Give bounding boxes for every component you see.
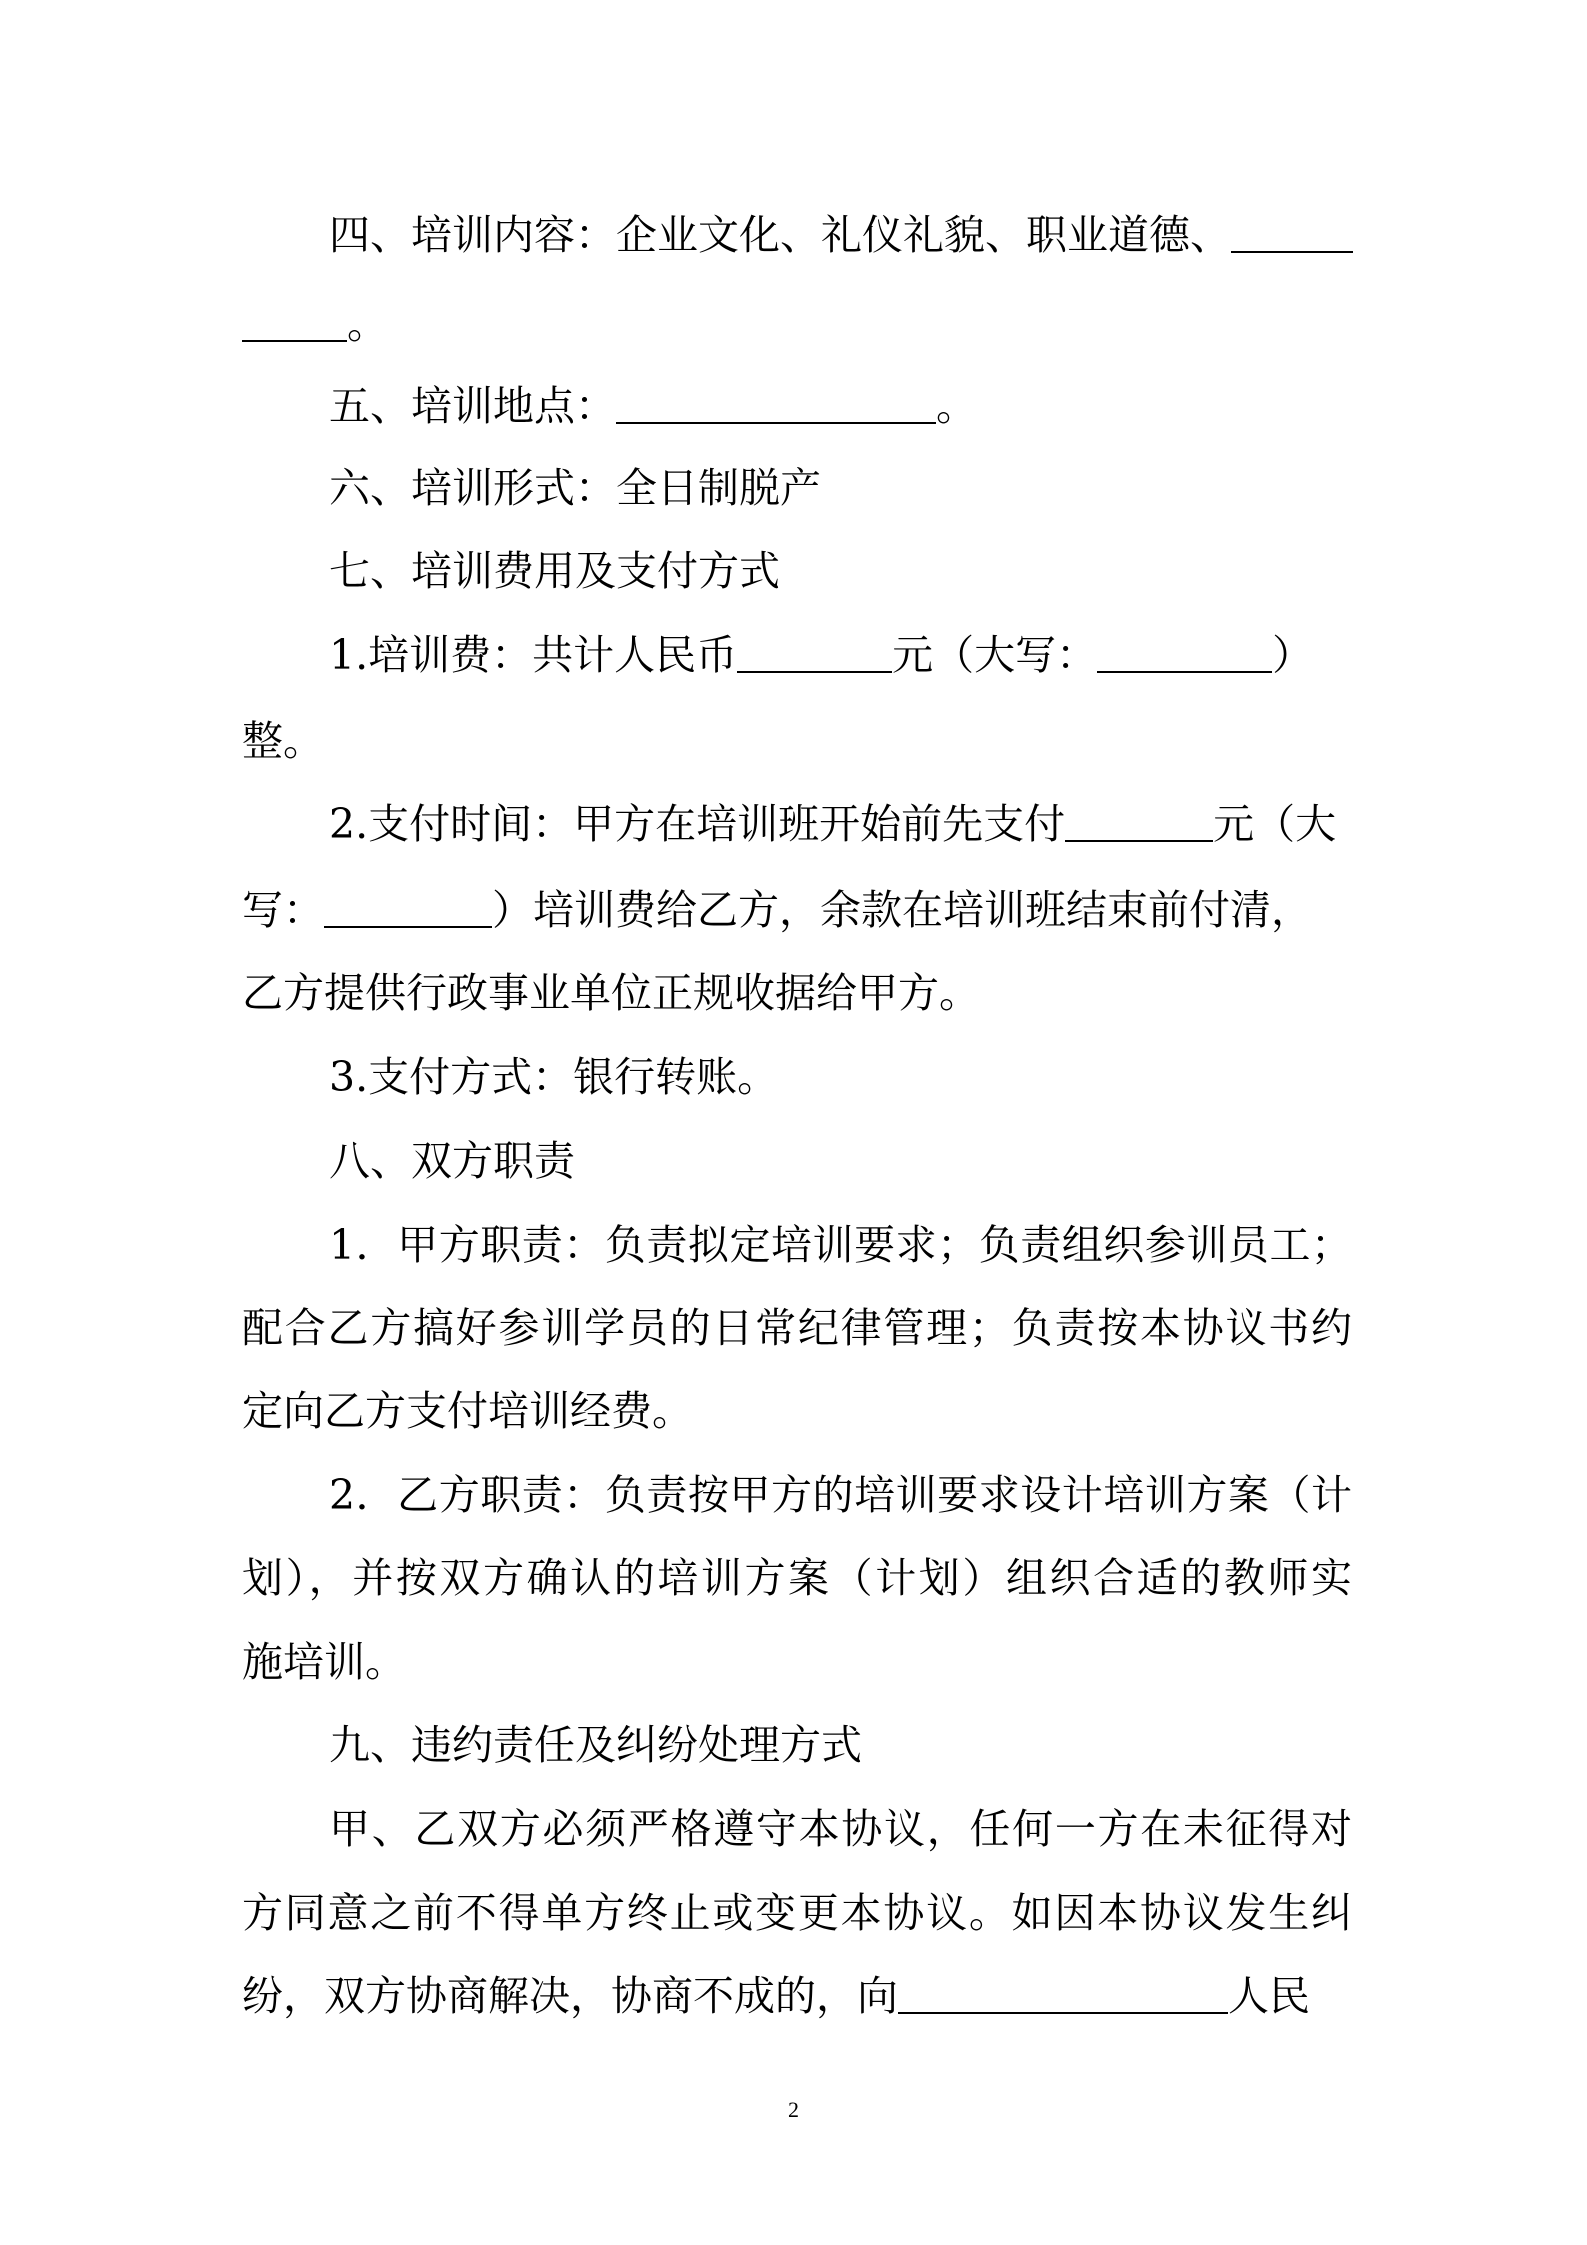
fill-in-blank (1097, 631, 1272, 673)
text-run: ） (1272, 631, 1314, 679)
text-run: 方同意之前不得单方终止或变更本协议。如因本协议发生纠 (242, 1889, 1352, 1937)
paragraph-line (329, 794, 1352, 854)
paragraph-line (329, 1465, 1352, 1525)
text-run: 四、培训内容：企业文化、礼仪礼貌、职业道德、 (329, 211, 1231, 259)
section-heading (329, 1131, 1352, 1191)
text-run: 整。 (242, 717, 324, 765)
page-number: 2 (788, 2097, 799, 2122)
paragraph-line (242, 711, 1352, 771)
paragraph-line (242, 1548, 1352, 1608)
fill-in-blank (1231, 211, 1353, 253)
text-run: 五、培训地点： (329, 382, 616, 430)
fill-in-blank (737, 631, 892, 673)
fill-in-blank (242, 300, 347, 342)
text-run: 九、违约责任及纠纷处理方式 (329, 1721, 862, 1769)
paragraph-line (242, 880, 1352, 940)
text-run: 七、培训费用及支付方式 (329, 547, 780, 595)
text-run: ）培训费给乙方，余款在培训班结束前付清， (492, 886, 1312, 934)
text-run: 施培训。 (242, 1638, 406, 1686)
text-run: 六、培训形式：全日制脱产 (329, 464, 821, 512)
text-run: 划），并按双方确认的培训方案（计划）组织合适的教师实 (242, 1554, 1352, 1602)
paragraph-line (329, 1215, 1352, 1275)
fill-in-blank (616, 382, 936, 424)
text-run: 2.支付时间：甲方在培训班开始前先支付 (329, 800, 1066, 848)
text-run: 写： (242, 886, 324, 934)
fill-in-blank (898, 1972, 1228, 2014)
text-run: 甲、乙双方必须严格遵守本协议，任何一方在未征得对 (329, 1805, 1352, 1853)
paragraph-line (242, 1298, 1352, 1358)
section-heading (329, 541, 1352, 601)
paragraph-line (242, 294, 1352, 354)
text-run: 1.培训费：共计人民币 (329, 631, 738, 679)
paragraph-line (242, 963, 1352, 1023)
text-run: 元（大写： (892, 631, 1098, 679)
paragraph-line (329, 205, 1352, 265)
text-run: 乙方提供行政事业单位正规收据给甲方。 (242, 969, 980, 1017)
text-run: 八、双方职责 (329, 1137, 575, 1185)
text-run: 纷，双方协商解决，协商不成的，向 (242, 1972, 898, 2020)
paragraph-line (242, 1966, 1352, 2026)
fill-in-blank (324, 886, 492, 928)
text-run: 。 (347, 300, 388, 348)
paragraph-line (329, 1799, 1352, 1859)
paragraph-line (242, 1632, 1352, 1692)
paragraph-line (329, 458, 1352, 518)
text-run: 定向乙方支付培训经费。 (242, 1387, 693, 1435)
paragraph-line (329, 376, 1352, 436)
section-heading (329, 1715, 1352, 1775)
text-run: 1．甲方职责：负责拟定培训要求；负责组织参训员工； (329, 1221, 1352, 1269)
text-run: 3.支付方式：银行转账。 (329, 1053, 779, 1101)
text-run: 元（大 (1213, 800, 1337, 848)
text-run: 配合乙方搞好参训学员的日常纪律管理；负责按本协议书约 (242, 1304, 1352, 1352)
paragraph-line (242, 1883, 1352, 1943)
fill-in-blank (1065, 800, 1213, 842)
paragraph-line (329, 625, 1352, 685)
text-run: 人民 (1228, 1972, 1310, 2020)
text-run: 。 (936, 382, 977, 430)
paragraph-line (329, 1047, 1352, 1107)
text-run: 2．乙方职责：负责按甲方的培训要求设计培训方案（计 (329, 1471, 1352, 1519)
paragraph-line (242, 1381, 1352, 1441)
